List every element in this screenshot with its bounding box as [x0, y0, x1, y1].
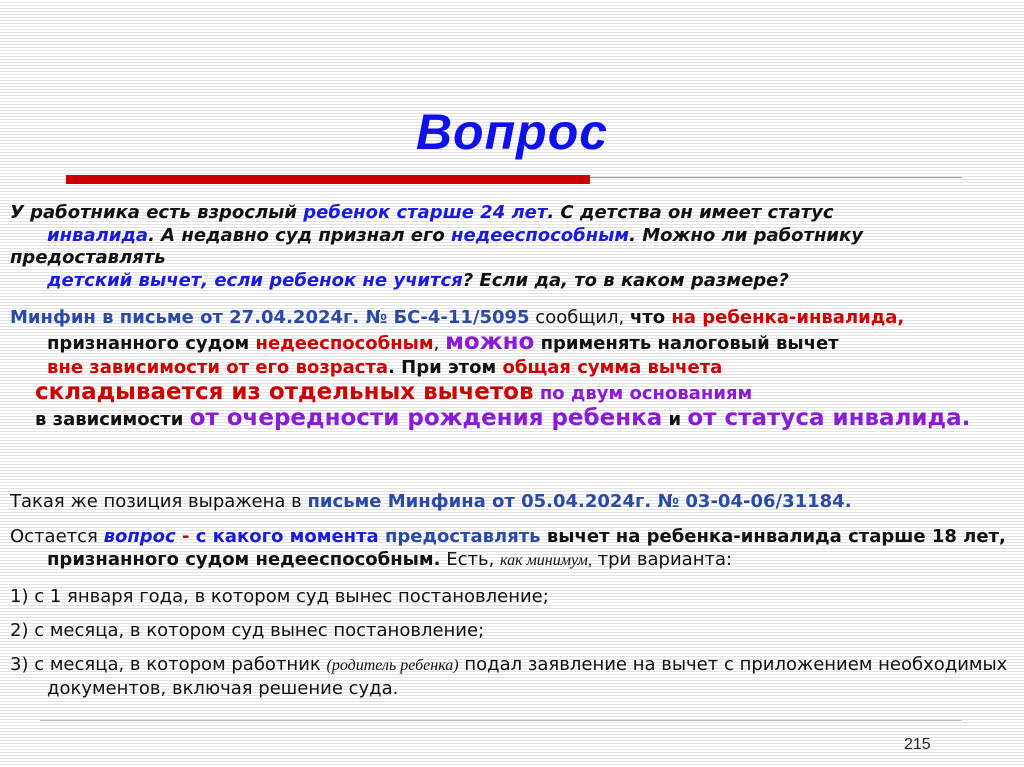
remains-at-least: как минимум,: [500, 551, 592, 569]
question-text: . А недавно суд признал его: [148, 224, 452, 246]
answer-source-letter: Минфин в письме от 27.04.2024г. № БС-4-11/5095: [10, 307, 530, 328]
remains-dash: -: [175, 526, 196, 547]
answer-text: признанного судом: [47, 333, 256, 354]
question-highlight-incapable: недееспособным: [451, 224, 630, 246]
answer-text: применять налоговый вычет: [534, 333, 839, 354]
question-paragraph: [10, 202, 1015, 292]
answer-text: сообщил,: [529, 307, 630, 328]
option-1: 1) с 1 января года, в котором суд вынес постановление;: [10, 586, 549, 607]
title-underline-gray: [590, 177, 962, 178]
question-highlight-disabled: инвалида: [47, 224, 149, 246]
answer-text: ,: [433, 333, 446, 354]
page-number: 215: [904, 736, 931, 753]
question-highlight-age: ребенок старше 24 лет: [303, 202, 548, 223]
remains-question-word: вопрос: [103, 526, 176, 547]
remains-highlight-provide: предоставлять: [378, 526, 541, 547]
remains-text: Остается: [10, 526, 104, 547]
question-text: ? Если да, то в каком размере?: [462, 269, 789, 291]
answer-text: и: [662, 409, 688, 430]
bottom-divider: [40, 720, 962, 721]
answer-highlight-age: вне зависимости от его возраста: [47, 357, 389, 378]
answer-highlight-composed: складывается из отдельных вычетов: [35, 379, 534, 405]
same-position-letter: письме Минфина от 05.04.2024г. № 03-04-06/31184.: [307, 491, 852, 512]
option-3-text: подал заявление на вычет с приложением необходимых документов, включая решение суда.: [47, 654, 1008, 699]
option-2: 2) с месяца, в котором суд вынес постановление;: [10, 620, 485, 641]
option-3-parent: (родитель ребенка): [326, 657, 459, 674]
same-position-paragraph: [10, 491, 1015, 514]
same-position-text: Такая же позиция выражена в: [10, 491, 308, 512]
answer-text: в зависимости: [35, 409, 190, 430]
answer-highlight-birth-order: от очередности рождения ребенка: [189, 405, 663, 431]
remains-paragraph: [10, 526, 1024, 572]
answer-highlight-sum: общая сумма вычета: [502, 357, 723, 378]
question-text: У работника есть взрослый: [10, 202, 304, 223]
page-title: Вопрос: [415, 104, 609, 160]
question-highlight-deduction: детский вычет, если ребенок не учится: [47, 269, 463, 291]
answer-text: . При этом: [388, 357, 503, 378]
option-3: [10, 654, 1024, 700]
answer-highlight-grounds: по двум основаниям: [533, 383, 753, 404]
answer-highlight-can: можно: [445, 329, 535, 355]
remains-highlight-moment: с какого момента: [195, 526, 379, 547]
answer-highlight-status: от статуса инвалида.: [687, 405, 971, 431]
question-text: . Можно ли работнику предоставлять: [10, 224, 863, 268]
remains-text: Есть,: [440, 548, 501, 570]
answer-highlight-incapable: недееспособным: [255, 333, 434, 354]
remains-text: три варианта:: [591, 548, 733, 570]
remains-text: вычет на ребенка-инвалида старше 18 лет, признанного судом недееспособным.: [47, 526, 1006, 570]
option-3-text: 3) с месяца, в котором работник: [10, 654, 327, 675]
answer-paragraph: [10, 306, 1015, 432]
question-text: . С детства он имеет статус: [547, 202, 834, 223]
title-underline-red: [66, 175, 590, 184]
answer-text: что: [629, 307, 672, 328]
answer-highlight-child: на ребенка-инвалида,: [671, 307, 905, 328]
